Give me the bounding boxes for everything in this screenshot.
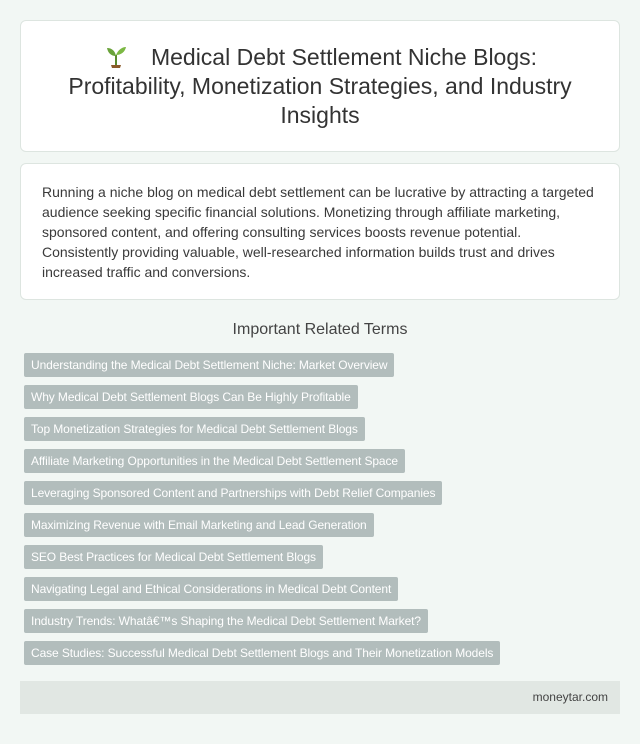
related-terms-list [24,353,616,673]
related-term-tag[interactable]: Case Studies: Successful Medical Debt Settlement Blogs and Their Monetization Models [24,641,500,665]
related-term-tag[interactable]: Why Medical Debt Settlement Blogs Can Be Highly Profitable [24,385,358,409]
sprout-icon [103,44,129,68]
title-card [20,20,620,152]
page-title [49,43,591,130]
related-term-tag[interactable]: Understanding the Medical Debt Settlement Niche: Market Overview [24,353,394,377]
title-text: Medical Debt Settlement Niche Blogs: Profitability, Monetization Strategies, and Industry Insights [68,43,572,128]
related-term-tag[interactable]: Top Monetization Strategies for Medical Debt Settlement Blogs [24,417,365,441]
related-term-tag[interactable]: SEO Best Practices for Medical Debt Settlement Blogs [24,545,323,569]
related-terms-heading: Important Related Terms [232,321,408,338]
related-term-tag[interactable]: Affiliate Marketing Opportunities in the Medical Debt Settlement Space [24,449,405,473]
related-term-tag[interactable]: Maximizing Revenue with Email Marketing and Lead Generation [24,513,374,537]
footer [20,681,620,714]
footer-site-link[interactable]: moneytar.com [532,690,608,704]
intro-text: Running a niche blog on medical debt settlement can be lucrative by attracting a targeted audience seeking specific financial solutions. Monetizing through affiliate marketing, sponsored content, and offering consulting services boosts revenue potential. Consistently providing valuable, well-researched information builds trust and drives increased traffic and conversions. [42,184,594,280]
intro-card [20,163,620,300]
related-term-tag[interactable]: Navigating Legal and Ethical Considerations in Medical Debt Content [24,577,398,601]
related-term-tag[interactable]: Leveraging Sponsored Content and Partnerships with Debt Relief Companies [24,481,442,505]
related-term-tag[interactable]: Industry Trends: Whatâ€™s Shaping the Medical Debt Settlement Market? [24,609,428,633]
